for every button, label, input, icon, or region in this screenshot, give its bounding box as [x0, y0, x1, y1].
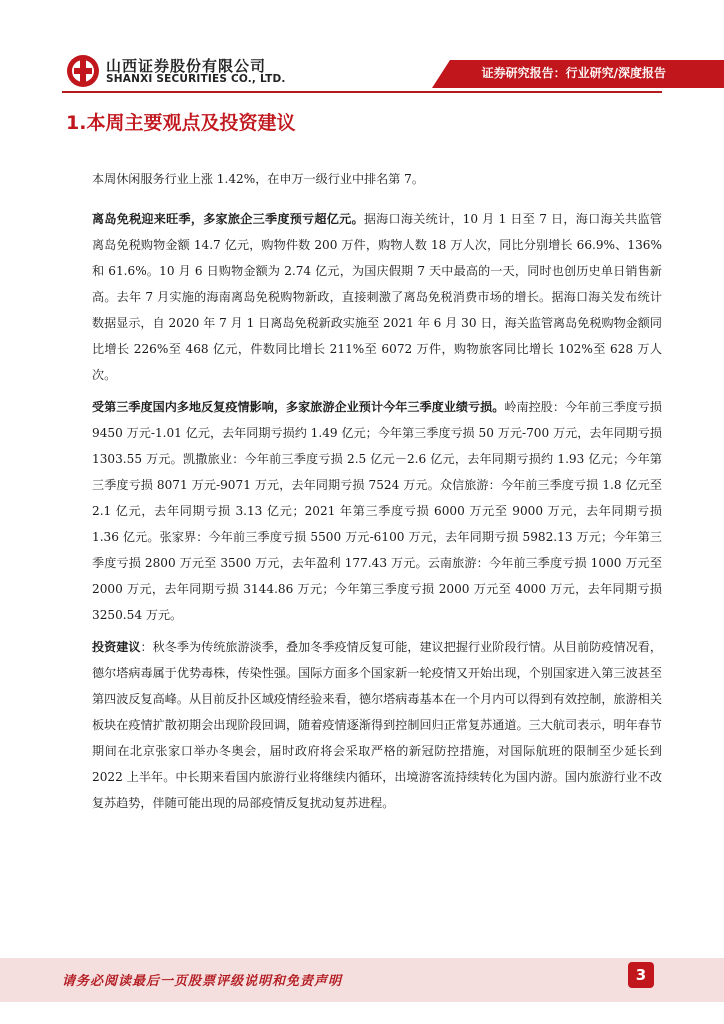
- company-name-en: SHANXI SECURITIES CO., LTD.: [106, 73, 286, 85]
- paragraph-investment-advice: [92, 634, 662, 816]
- paragraph-duty-free: [92, 206, 662, 388]
- paragraph-text: 据海口海关统计，10 月 1 日至 7 日，海口海关共监管离岛免税购物金额 14.7 亿元，购物件数 200 万件，购物人数 18 万人次，同比分别增长 66.9%、136%和 61.6%。10 月 6 日购物金额为 2.74 亿元，为国庆假期 7 天中最高的一天，同时也创历史单日销售新高。去年 7 月实施的海南离岛免税购物新政，直接刺激了离岛免税消费市场的增长。据海口海关发布统计数据显示，自 2020 年 7 月 1 日离岛免税新政实施至 2021 年 6 月 30 日，海关监管离岛免税购物金额同比增长 226%至 468 亿元，件数同比增长 211%至 6072 万件，购物旅客同比增长 102%至 628 万人次。: [92, 212, 662, 382]
- page-number: 3: [628, 962, 654, 988]
- company-name-cn: 山西证券股份有限公司: [106, 57, 267, 75]
- paragraph-text: 本周休闲服务行业上涨 1.42%，在申万一级行业中排名第 7。: [92, 172, 424, 186]
- footer-disclaimer: 请务必阅读最后一页股票评级说明和免责声明: [62, 974, 343, 989]
- paragraph-lead: 受第三季度国内多地反复疫情影响，多家旅游企业预计今年三季度业绩亏损。: [92, 400, 505, 414]
- paragraph-lead: 离岛免税迎来旺季，多家旅企三季度预亏超亿元。: [92, 212, 364, 226]
- paragraph-q3-losses: [92, 394, 662, 628]
- paragraph-text: 岭南控股：今年前三季度亏损 9450 万元-1.01 亿元，去年同期亏损约 1.49 亿元；今年第三季度亏损 50 万元-700 万元，去年同期亏损 1303.55 万元。凯撒旅业：今年前三季度亏损 2.5 亿元－2.6 亿元，去年同期亏损约 1.93 亿元；今年第三季度亏损 8071 万元-9071 万元，去年同期亏损 7524 万元。众信旅游：今年前三季度亏损 1.8 亿元至 2.1 亿元，去年同期亏损 3.13 亿元；2021 年第三季度亏损 6000 万元至 9000 万元，去年同期亏损 1.36 亿元。张家界：今年前三季度亏损 5500 万元-6100 万元，去年同期亏损 5982.13 万元；今年第三季度亏损 2800 万元至 3500 万元，去年盈利 177.43 万元。云南旅游：今年前三季度亏损 1000 万元至 2000 万元，去年同期亏损 3144.86 万元；今年第三季度亏损 2000 万元至 4000 万元，去年同期亏损 3250.54 万元。: [92, 400, 662, 622]
- paragraph-weekly-performance: [92, 166, 662, 192]
- section-title: 1.本周主要观点及投资建议: [66, 112, 296, 134]
- paragraph-lead: 投资建议: [92, 640, 141, 654]
- paragraph-text: ：秋冬季为传统旅游淡季，叠加冬季疫情反复可能，建议把握行业阶段行情。从目前防疫情况看，德尔塔病毒属于优势毒株，传染性强。国际方面多个国家新一轮疫情又开始出现，个别国家进入第三波甚至第四波反复高峰。从目前反扑区域疫情经验来看，德尔塔病毒基本在一个月内可以得到有效控制，旅游相关板块在疫情扩散初期会出现阶段回调，随着疫情逐渐得到控制回归正常复苏通道。三大航司表示，明年春节期间在北京张家口举办冬奥会，届时政府将会采取严格的新冠防控措施，对国际航班的限制至少延长到 2022 上半年。中长期来看国内旅游行业将继续内循环，出境游客流持续转化为国内游。国内旅游行业不改复苏趋势，伴随可能出现的局部疫情反复扰动复苏进程。: [92, 640, 662, 810]
- header-divider: [62, 91, 662, 93]
- report-type-label: 证券研究报告：行业研究/深度报告: [481, 66, 666, 80]
